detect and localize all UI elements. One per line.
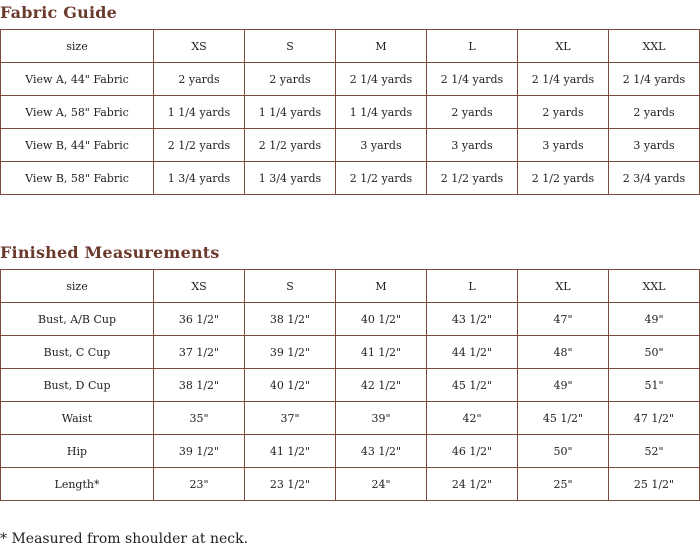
table-cell: 39" — [336, 402, 427, 435]
row-label-cell: size — [1, 30, 154, 63]
table-cell: 24" — [336, 468, 427, 501]
table-cell: XS — [154, 270, 245, 303]
table-cell: 39 1/2" — [245, 336, 336, 369]
table-cell: M — [336, 30, 427, 63]
row-label-cell: Length* — [1, 468, 154, 501]
row-label-cell: View B, 58" Fabric — [1, 162, 154, 195]
table-cell: 25 1/2" — [609, 468, 700, 501]
table-cell: 2 1/2 yards — [154, 129, 245, 162]
table-cell: 42 1/2" — [336, 369, 427, 402]
table-cell: 41 1/2" — [336, 336, 427, 369]
row-label-cell: Bust, D Cup — [1, 369, 154, 402]
table-cell: 3 yards — [609, 129, 700, 162]
table-cell: S — [245, 30, 336, 63]
table-cell: 40 1/2" — [245, 369, 336, 402]
table-header-row — [1, 30, 700, 63]
table-cell: 24 1/2" — [427, 468, 518, 501]
table-cell: XL — [518, 270, 609, 303]
row-label-cell: View A, 44" Fabric — [1, 63, 154, 96]
table-cell: 23 1/2" — [245, 468, 336, 501]
table-cell: 3 yards — [427, 129, 518, 162]
table-cell: 50" — [609, 336, 700, 369]
table-cell: 35" — [154, 402, 245, 435]
table-cell: 45 1/2" — [427, 369, 518, 402]
table-cell: 43 1/2" — [427, 303, 518, 336]
table-cell: XXL — [609, 270, 700, 303]
table-cell: 2 yards — [154, 63, 245, 96]
table-cell: 2 yards — [518, 96, 609, 129]
table-cell: 2 1/2 yards — [245, 129, 336, 162]
table-cell: 36 1/2" — [154, 303, 245, 336]
table-cell: L — [427, 30, 518, 63]
table-cell: 3 yards — [518, 129, 609, 162]
table-cell: 1 3/4 yards — [245, 162, 336, 195]
table-cell: 37" — [245, 402, 336, 435]
table-cell: 47 1/2" — [609, 402, 700, 435]
table-row — [1, 468, 700, 501]
table-header-row — [1, 270, 700, 303]
table-cell: 1 3/4 yards — [154, 162, 245, 195]
table-cell: 40 1/2" — [336, 303, 427, 336]
table-row — [1, 402, 700, 435]
table-cell: 44 1/2" — [427, 336, 518, 369]
table-cell: 42" — [427, 402, 518, 435]
table-row — [1, 336, 700, 369]
table-row — [1, 63, 700, 96]
table-cell: 23" — [154, 468, 245, 501]
table-cell: M — [336, 270, 427, 303]
table-cell: 2 1/2 yards — [336, 162, 427, 195]
table-cell: 47" — [518, 303, 609, 336]
table-cell: 39 1/2" — [154, 435, 245, 468]
table-cell: 50" — [518, 435, 609, 468]
table-row — [1, 303, 700, 336]
fabric-guide-table — [0, 29, 700, 195]
table-cell: 49" — [518, 369, 609, 402]
table-cell: 2 1/4 yards — [336, 63, 427, 96]
row-label-cell: View B, 44" Fabric — [1, 129, 154, 162]
table-row — [1, 435, 700, 468]
table-cell: 52" — [609, 435, 700, 468]
row-label-cell: View A, 58" Fabric — [1, 96, 154, 129]
table-cell: S — [245, 270, 336, 303]
table-cell: 1 1/4 yards — [154, 96, 245, 129]
table-cell: 38 1/2" — [245, 303, 336, 336]
table-cell: 3 yards — [336, 129, 427, 162]
table-cell: 46 1/2" — [427, 435, 518, 468]
row-label-cell: Hip — [1, 435, 154, 468]
table-row — [1, 96, 700, 129]
table-cell: 2 3/4 yards — [609, 162, 700, 195]
table-cell: 1 1/4 yards — [245, 96, 336, 129]
footnote: * Measured from shoulder at neck. — [0, 531, 249, 547]
table-cell: XL — [518, 30, 609, 63]
fabric-guide-title: Fabric Guide — [0, 3, 118, 22]
table-cell: XS — [154, 30, 245, 63]
table-cell: 2 1/2 yards — [427, 162, 518, 195]
table-cell: 51" — [609, 369, 700, 402]
table-cell: 43 1/2" — [336, 435, 427, 468]
table-cell: XXL — [609, 30, 700, 63]
finished-measurements-title: Finished Measurements — [0, 243, 220, 262]
table-row — [1, 369, 700, 402]
table-row — [1, 129, 700, 162]
table-cell: L — [427, 270, 518, 303]
row-label-cell: Bust, C Cup — [1, 336, 154, 369]
finished-measurements-table — [0, 269, 700, 501]
table-cell: 41 1/2" — [245, 435, 336, 468]
table-cell: 1 1/4 yards — [336, 96, 427, 129]
table-cell: 2 1/4 yards — [518, 63, 609, 96]
table-cell: 48" — [518, 336, 609, 369]
table-cell: 45 1/2" — [518, 402, 609, 435]
table-cell: 2 yards — [245, 63, 336, 96]
row-label-cell: Waist — [1, 402, 154, 435]
row-label-cell: size — [1, 270, 154, 303]
row-label-cell: Bust, A/B Cup — [1, 303, 154, 336]
table-cell: 2 1/2 yards — [518, 162, 609, 195]
table-cell: 38 1/2" — [154, 369, 245, 402]
table-cell: 37 1/2" — [154, 336, 245, 369]
table-cell: 2 yards — [427, 96, 518, 129]
table-cell: 2 1/4 yards — [609, 63, 700, 96]
table-cell: 2 1/4 yards — [427, 63, 518, 96]
table-row — [1, 162, 700, 195]
table-cell: 2 yards — [609, 96, 700, 129]
table-cell: 25" — [518, 468, 609, 501]
table-cell: 49" — [609, 303, 700, 336]
